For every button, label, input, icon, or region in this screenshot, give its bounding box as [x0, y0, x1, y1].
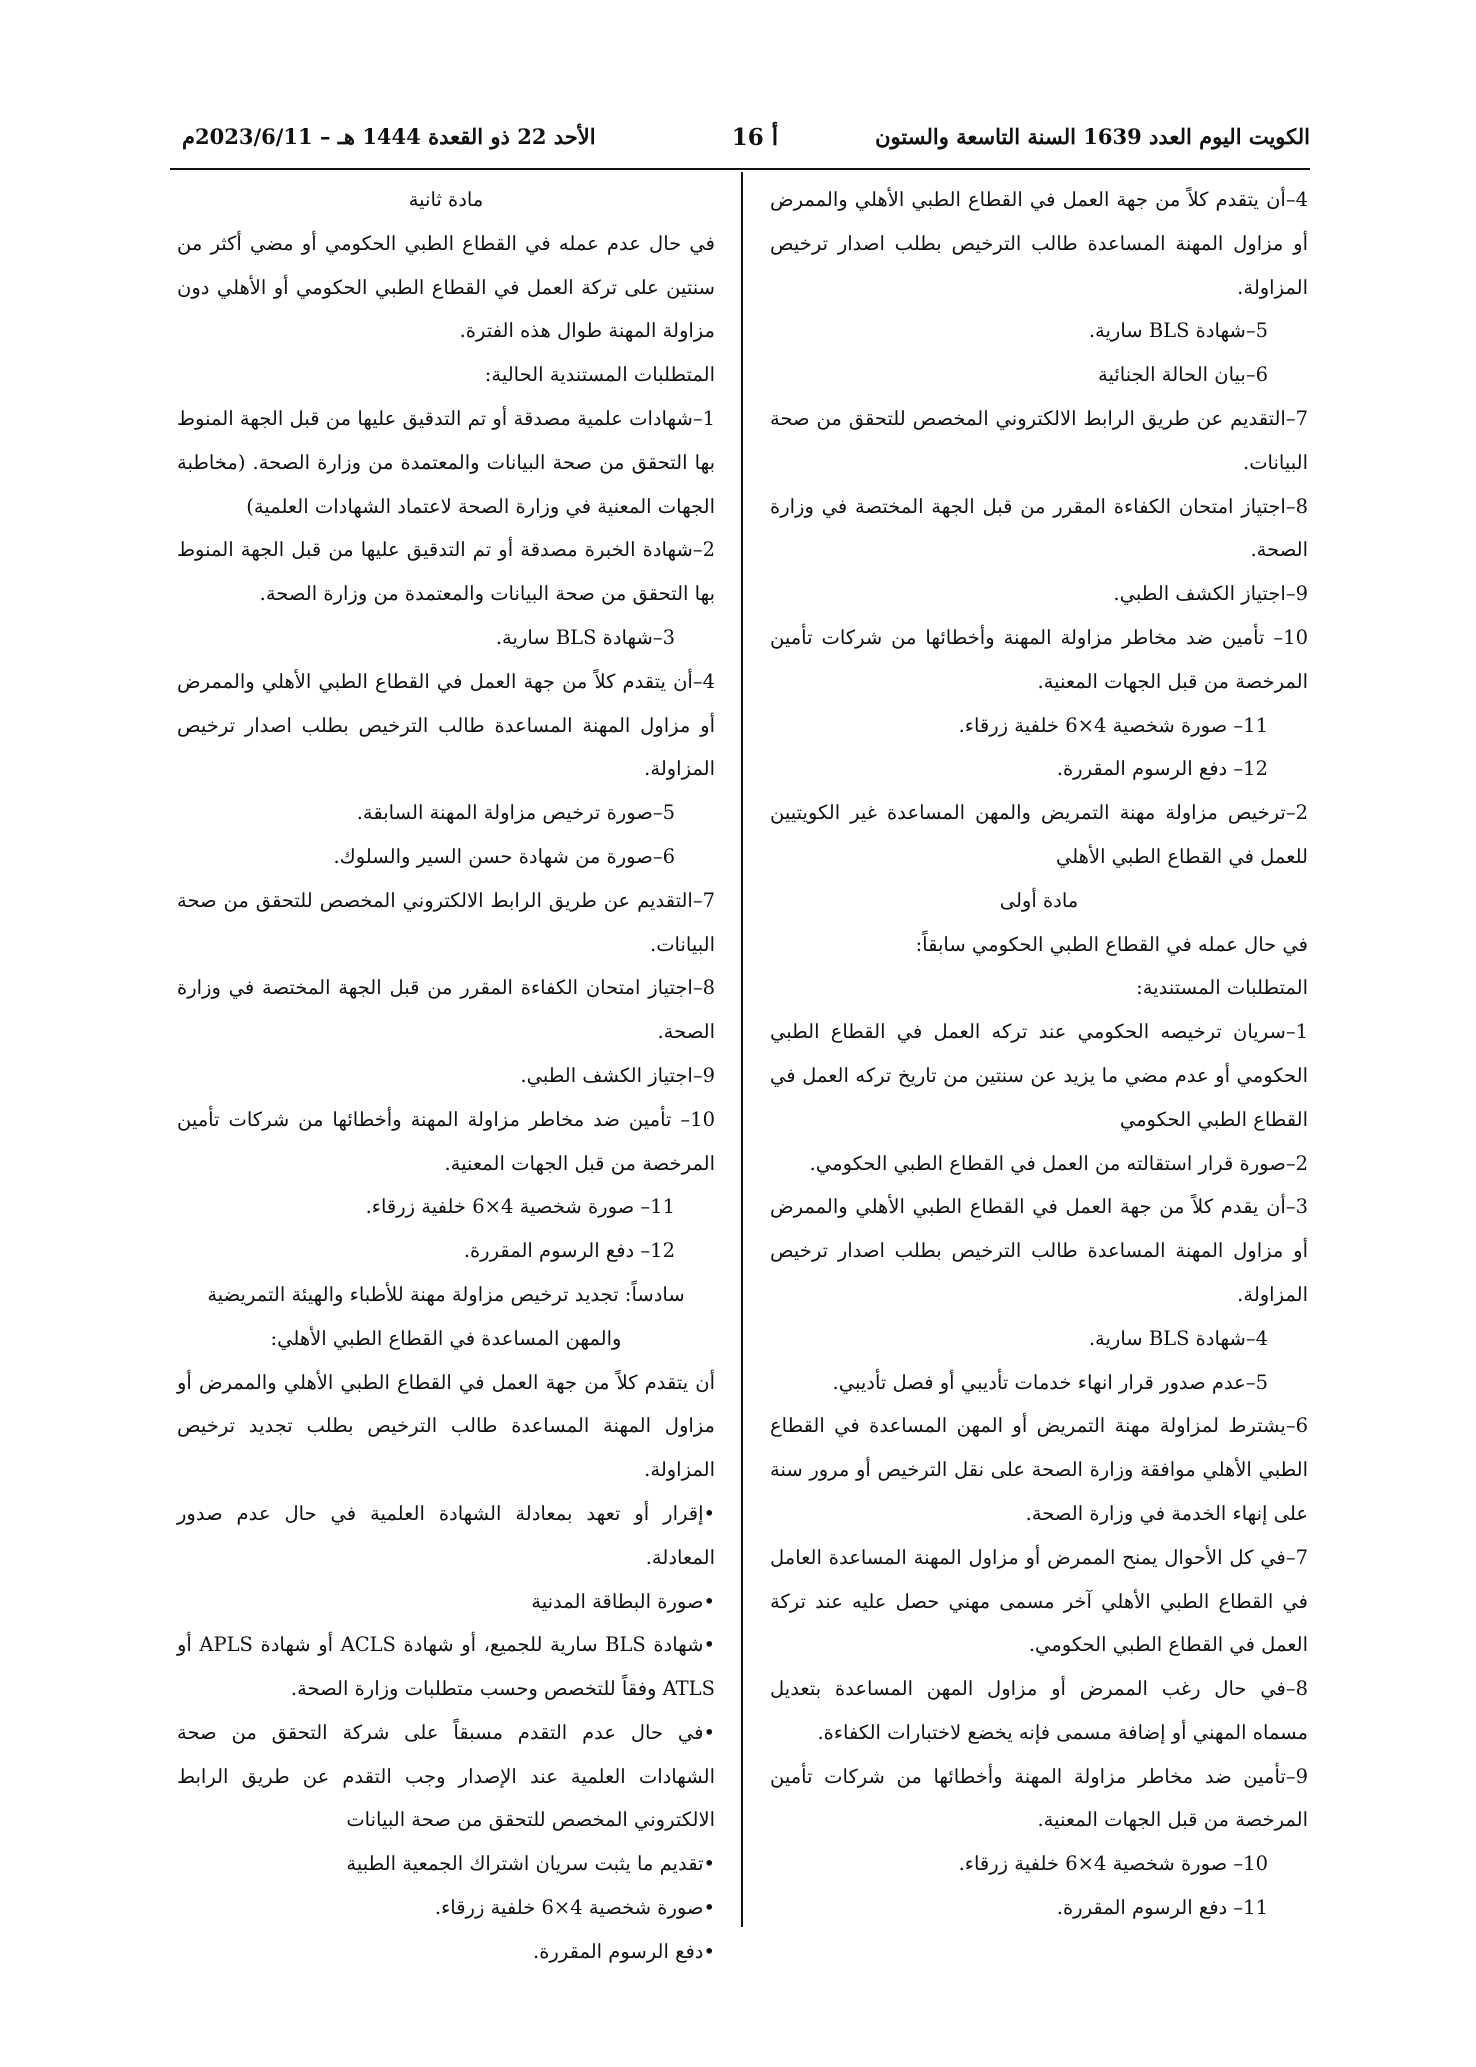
bullet-item: •تقديم ما يثبت سريان اشتراك الجمعية الطبية — [346, 1852, 715, 1876]
paragraph: 3–شهادة BLS سارية. — [495, 625, 675, 649]
bullet-item: •في حال عدم التقدم مسبقاً على شركة التحقق من صحة الشهادات العلمية عند الإصدار وجب التقدم عن طريق الرابط الالكتروني المخصص للتحقق من صحة البيانات — [177, 1720, 715, 1832]
paragraph: 7–في كل الأحوال يمنح الممرض أو مزاول المهنة المساعدة العامل في القطاع الطبي الأهلي آخر مسمى مهني حصل عليه عند تركة العمل في القطاع الطبي الحكومي. — [770, 1545, 1308, 1657]
bullet-item: •شهادة BLS سارية للجميع، أو شهادة ACLS أو شهادة APLS أو ATLS وفقاً للتخصص وحسب متطلبات وزارة الصحة. — [177, 1633, 715, 1701]
paragraph: 12– دفع الرسوم المقررة. — [463, 1239, 675, 1263]
paragraph: 6–صورة من شهادة حسن السير والسلوك. — [333, 844, 675, 868]
paragraph: 12– دفع الرسوم المقررة. — [1056, 757, 1268, 781]
paragraph: 9–اجتياز الكشف الطبي. — [520, 1063, 715, 1087]
right-column — [770, 178, 1308, 1930]
bullet-item: •صورة البطاقة المدنية — [531, 1589, 715, 1613]
paragraph: 10– صورة شخصية 4×6 خلفية زرقاء. — [958, 1852, 1268, 1876]
page-header — [170, 124, 1310, 168]
paragraph: 11– صورة شخصية 4×6 خلفية زرقاء. — [365, 1195, 675, 1219]
paragraph: 8–اجتياز امتحان الكفاءة المقرر من قبل الجهة المختصة في وزارة الصحة. — [770, 494, 1308, 562]
paragraph: 10– تأمين ضد مخاطر مزاولة المهنة وأخطائها من شركات تأمين المرخصة من قبل الجهات المعنية. — [770, 625, 1308, 693]
header-rule — [170, 168, 1310, 170]
paragraph: 8–اجتياز امتحان الكفاءة المقرر من قبل الجهة المختصة في وزارة الصحة. — [177, 976, 715, 1044]
section-heading: مادة أولى — [999, 888, 1079, 912]
paragraph: 7–التقديم عن طريق الرابط الالكتروني المخصص للتحقق من صحة البيانات. — [177, 888, 715, 956]
paragraph: 9–تأمين ضد مخاطر مزاولة المهنة وأخطائها من شركات تأمين المرخصة من قبل الجهات المعنية. — [770, 1764, 1308, 1832]
paragraph: 2–شهادة الخبرة مصدقة أو تم التدقيق عليها من قبل الجهة المنوط بها التحقق من صحة البيانات والمعتمدة من وزارة الصحة. — [177, 538, 715, 606]
column-divider — [741, 172, 743, 1927]
paragraph: 8–في حال رغب الممرض أو مزاول المهن المساعدة بتعديل مسماه المهني أو إضافة مسمى فإنه يخضع لاختبارات الكفاءة. — [770, 1677, 1308, 1744]
paragraph: 6–بيان الحالة الجنائية — [1098, 363, 1268, 387]
header-date: الأحد 22 ذو القعدة 1444 هـ – 2023/6/11م — [182, 124, 596, 149]
bullet-item: •صورة شخصية 4×6 خلفية زرقاء. — [434, 1896, 715, 1920]
section-heading: سادساً: تجديد ترخيص مزاولة مهنة للأطباء والهيئة التمريضية والمهن المساعدة في القطاع الطبي الأهلي: — [207, 1282, 685, 1350]
paragraph: 4–أن يتقدم كلاً من جهة العمل في القطاع الطبي الأهلي والممرض أو مزاول المهنة المساعدة طالب الترخيص بطلب اصدار ترخيص المزاولة. — [177, 669, 715, 781]
paragraph: 6–يشترط لمزاولة مهنة التمريض أو المهن المساعدة في القطاع الطبي الأهلي موافقة وزارة الصحة على نقل الترخيص أو مرور سنة على إنهاء الخدمة في وزارة الصحة. — [770, 1414, 1308, 1525]
paragraph: 4–أن يتقدم كلاً من جهة العمل في القطاع الطبي الأهلي والممرض أو مزاول المهنة المساعدة طالب الترخيص بطلب اصدار ترخيص المزاولة. — [770, 188, 1308, 299]
paragraph: 1–سريان ترخيصه الحكومي عند تركه العمل في القطاع الطبي الحكومي أو عدم مضي ما يزيد عن سنتين من تاريخ تركه العمل في القطاع الطبي الحكومي — [770, 1020, 1308, 1131]
paragraph: 3–أن يقدم كلاً من جهة العمل في القطاع الطبي الأهلي والممرض أو مزاول المهنة المساعدة طالب الترخيص بطلب اصدار ترخيص المزاولة. — [770, 1195, 1308, 1306]
paragraph: في حال عدم عمله في القطاع الطبي الحكومي أو مضي أكثر من سنتين على تركة العمل في القطاع الطبي الحكومي أو الأهلي دون مزاولة المهنة طوال هذه الفترة. — [177, 231, 715, 343]
bullet-item: •دفع الرسوم المقررة. — [533, 1939, 715, 1963]
header-publication-info: الكويت اليوم العدد 1639 السنة التاسعة والستون — [875, 124, 1310, 149]
paragraph: 11– صورة شخصية 4×6 خلفية زرقاء. — [958, 713, 1268, 737]
paragraph: 5–عدم صدور قرار انهاء خدمات تأديبي أو فصل تأديبي. — [832, 1370, 1268, 1394]
paragraph: 7–التقديم عن طريق الرابط الالكتروني المخصص للتحقق من صحة البيانات. — [770, 406, 1308, 474]
paragraph: 1–شهادات علمية مصدقة أو تم التدقيق عليها من قبل الجهة المنوط بها التحقق من صحة البيانات والمعتمدة من وزارة الصحة. (مخاطبة الجهات المعنية في وزارة الصحة لاعتماد الشهادات العلمية) — [177, 406, 715, 518]
paragraph: 4–شهادة BLS سارية. — [1088, 1326, 1268, 1350]
bullet-item: •إقرار أو تعهد بمعادلة الشهادة العلمية في حال عدم صدور المعادلة. — [177, 1501, 715, 1569]
left-column — [177, 178, 715, 1974]
paragraph: 10– تأمين ضد مخاطر مزاولة المهنة وأخطائها من شركات تأمين المرخصة من قبل الجهات المعنية. — [177, 1107, 715, 1175]
paragraph: 9–اجتياز الكشف الطبي. — [1113, 582, 1308, 606]
paragraph: المتطلبات المستندية: — [1136, 976, 1308, 1000]
page-number: أ 16 — [731, 124, 779, 151]
paragraph: 2–صورة قرار استقالته من العمل في القطاع الطبي الحكومي. — [809, 1151, 1308, 1175]
paragraph: أن يتقدم كلاً من جهة العمل في القطاع الطبي الأهلي والممرض أو مزاول المهنة المساعدة طالب الترخيص بطلب تجديد ترخيص المزاولة. — [177, 1370, 715, 1482]
paragraph: المتطلبات المستندية الحالية: — [484, 363, 715, 387]
section-heading: مادة ثانية — [408, 188, 484, 211]
paragraph: 11– دفع الرسوم المقررة. — [1056, 1896, 1268, 1920]
paragraph: 5–شهادة BLS سارية. — [1088, 319, 1268, 343]
paragraph: في حال عمله في القطاع الطبي الحكومي سابقاً: — [915, 932, 1308, 956]
paragraph: 5–صورة ترخيص مزاولة المهنة السابقة. — [356, 801, 675, 825]
paragraph: 2–ترخيص مزاولة مهنة التمريض والمهن المساعدة غير الكويتيين للعمل في القطاع الطبي الأهلي — [770, 801, 1308, 868]
